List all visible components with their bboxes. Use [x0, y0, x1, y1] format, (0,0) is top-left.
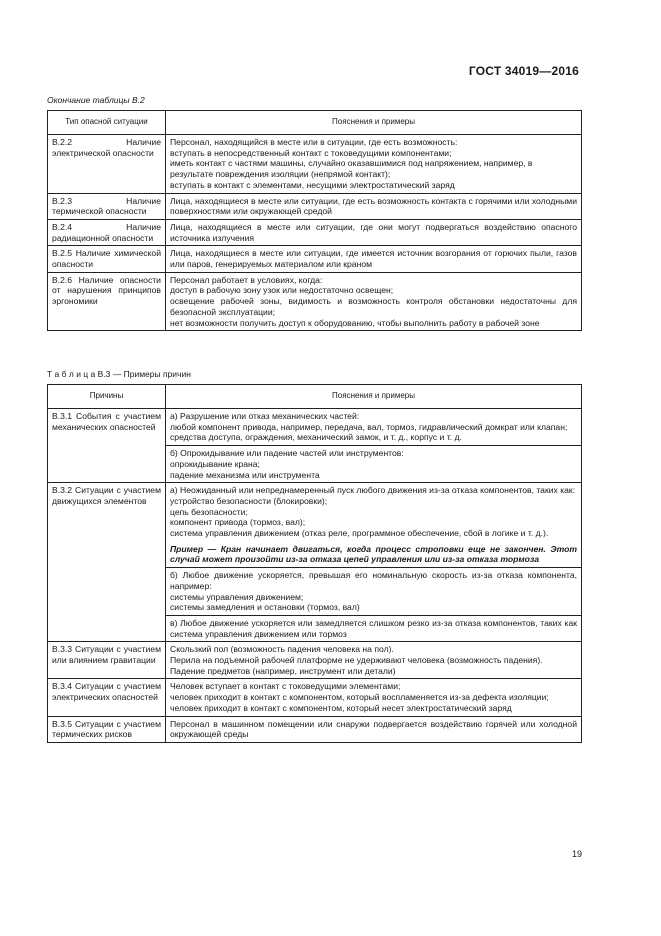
text-line: Человек вступает в контакт с токоведущими элементами;	[170, 681, 401, 692]
text-line: вступать в контакт с элементами, несущими электростатический заряд	[170, 179, 455, 190]
table-b2-caption: Окончание таблицы В.2	[47, 95, 145, 105]
table-b2-col1-header: Тип опасной ситуации	[48, 111, 166, 135]
table-b2	[47, 110, 582, 331]
text-line: цепь безопасности;	[170, 506, 248, 517]
explanation-cell	[166, 219, 582, 245]
cause-cell: В.3.1 События с участием механических опасностей	[48, 409, 166, 483]
text-line: доступ в рабочую зону узок или недостаточно освещен;	[170, 285, 394, 296]
table-row	[48, 135, 582, 194]
table-b2-col2-header: Пояснения и примеры	[166, 111, 582, 135]
explanation-cell	[166, 615, 582, 641]
explanation-cell	[166, 679, 582, 716]
text-line: нет возможности получить доступ к оборудованию, чтобы выполнить работу в рабочей зоне	[170, 317, 540, 328]
table-b3-col2-header: Пояснения и примеры	[166, 385, 582, 409]
text-line: а) Разрушение или отказ механических частей:	[170, 411, 360, 421]
table-row	[48, 272, 582, 331]
hazard-type-cell: В.2.3 Наличие термической опасности	[48, 193, 166, 219]
text-line: Скользкий пол (возможность падения человека на пол).	[170, 644, 394, 655]
cause-cell: В.3.2 Ситуации с участием движущихся элементов	[48, 483, 166, 642]
text-line: человек приходит в контакт с компонентом, который воспламеняется из-за дефекта изоляции;	[170, 692, 549, 703]
table-row	[48, 193, 582, 219]
table-b3	[47, 384, 582, 743]
table-row	[48, 219, 582, 245]
text-line: компонент привода (тормоз, вал);	[170, 517, 306, 528]
text-line: Персонал в машинном помещении или снаружи подвергается воздействию горячей или холодной окружающей среды	[170, 718, 577, 740]
text-line: б) Опрокидывание или падение частей или инструментов:	[170, 448, 404, 459]
text-line: б) Любое движение ускоряется, превышая его номинальную скорость из-за отказа компонента, например:	[170, 570, 577, 591]
table-row	[48, 679, 582, 716]
hazard-type-cell: В.2.2 Наличие электрической опасности	[48, 135, 166, 194]
explanation-cell	[166, 135, 582, 194]
hazard-type-cell: В.2.6 Наличие опасности от нарушения принципов эргономики	[48, 272, 166, 331]
cause-cell: В.3.4 Ситуации с участием электрических опасностей	[48, 679, 166, 716]
text-line: Перила на подъемной рабочей платформе не удерживают человека (возможность падения).	[170, 655, 543, 666]
table-row	[48, 409, 582, 446]
text-line: Лица, находящиеся в месте или ситуации, где есть возможность контакта с горячими или холодными поверхностями или окружающей средой	[170, 195, 577, 217]
table-row	[48, 716, 582, 742]
explanation-cell	[166, 716, 582, 742]
text-line: Лица, находящиеся в месте или ситуации, где они могут подвергаться воздействию опасного источника излучения	[170, 221, 577, 243]
explanation-cell	[166, 193, 582, 219]
text-line: устройство безопасности (блокировки);	[170, 495, 328, 506]
example-note: Пример — Кран начинает двигаться, когда процесс строповки еще не закончен. Этот случай может произойти из-за отказа цепей управления или из-за отказа тормоза	[170, 543, 577, 565]
text-line: вступать в непосредственный контакт с токоведущими компонентами;	[170, 147, 452, 158]
table-b3-caption: Т а б л и ц а В.3 — Примеры причин	[47, 369, 191, 379]
text-line: любой компонент привода, например, передача, вал, тормоз, гидравлический домкрат или клапан;	[170, 421, 568, 432]
text-line: опрокидывание крана;	[170, 458, 260, 469]
text-line: в) Любое движение ускоряется или замедляется слишком резко из-за отказа компонентов, таких как система управления движением или тормоз	[170, 617, 577, 639]
cause-cell: В.3.3 Ситуации с участием или влиянием гравитации	[48, 642, 166, 679]
text-line: освещение рабочей зоны, видимость и возможность контроля обстановки недостаточны для безопасной эксплуатации;	[170, 296, 577, 317]
text-line: средства доступа, ограждения, механический замок, и т. д., корпус и т. д.	[170, 432, 462, 443]
explanation-cell	[166, 409, 582, 446]
text-line: системы управления движением;	[170, 591, 304, 602]
hazard-type-cell: В.2.5 Наличие химической опасности	[48, 246, 166, 272]
cause-cell: В.3.5 Ситуации с участием термических рисков	[48, 716, 166, 742]
explanation-cell	[166, 446, 582, 483]
page-number: 19	[572, 849, 583, 859]
table-row	[48, 483, 582, 568]
text-line: Персонал работает в условиях, когда:	[170, 274, 323, 285]
text-line: системы замедления и остановки (тормоз, вал)	[170, 602, 360, 613]
hazard-type-cell: В.2.4 Наличие радиационной опасности	[48, 219, 166, 245]
text-line: система управления движением (отказ реле, программное обеспечение, сбой в логике и т. д.).	[170, 528, 549, 539]
explanation-cell	[166, 568, 582, 616]
text-line: Лица, находящиеся в месте или ситуации, где имеется источник возгорания от горючих пыли, газов или паров, генерируемых материалом или краном	[170, 248, 577, 270]
text-line: иметь контакт с частями машины, случайно оказавшимися под напряжением, например, в результате повреждения изоляции (непрямой контакт);	[170, 158, 533, 180]
document-code: ГОСТ 34019—2016	[468, 64, 579, 78]
explanation-cell	[166, 272, 582, 331]
text-line: Падение предметов (например, инструмент или детали)	[170, 665, 396, 676]
table-row	[48, 642, 582, 679]
table-b3-col1-header: Причины	[48, 385, 166, 409]
text-line: человек приходит в контакт с компонентом, который несет электростатический заряд	[170, 702, 512, 713]
text-line: а) Неожиданный или непреднамеренный пуск любого движения из-за отказа компонентов, таких как:	[170, 485, 576, 496]
explanation-cell	[166, 246, 582, 272]
text-line: падение механизма или инструмента	[170, 469, 320, 480]
explanation-cell	[166, 642, 582, 679]
explanation-cell	[166, 483, 582, 568]
text-line: Персонал, находящийся в месте или в ситуации, где есть возможность:	[170, 137, 458, 147]
table-row	[48, 246, 582, 272]
